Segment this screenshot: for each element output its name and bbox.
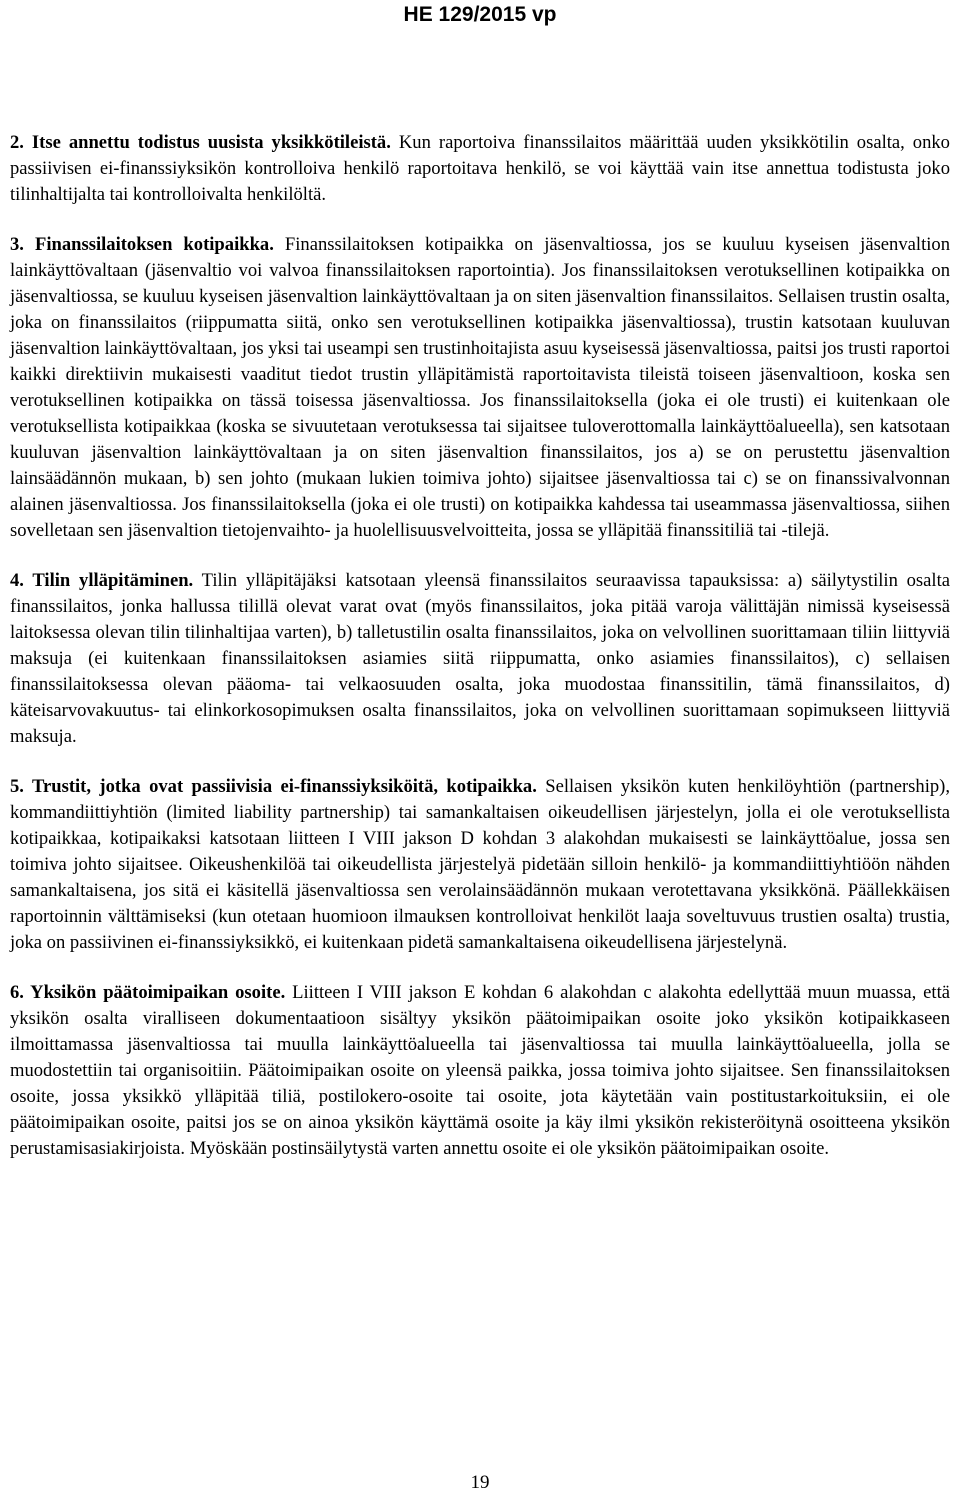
section-4-text: Tilin ylläpitäjäksi katsotaan yleensä finanssilaitos seuraavissa tapauksissa: a) säilytystilin osalta finanssilaitos, jonka hallussa tilillä olevat varat ovat (myös finanssilaitos, joka pitää varoja välittäjän nimissä kyseisessä laitoksessa olevan tilin tilinhaltijaa varten), b) talletustilin osalta finanssilaitos, joka on velvollinen suorittamaan tiliin liittyviä maksuja (ei kuitenkaan finanssilaitoksen asiamies siitä riippumatta, onko asiamies finanssilaitos), c) sellaisen finanssilaitoksessa olevan pääoma- tai velkaosuuden osalta, joka muodostaa finanssitilin, tämä finanssilaitos, d) käteisarvovakuutus- tai elinkorkosopimuksen osalta finanssilaitos, joka on velvollinen suorittamaan sopimukseen liittyviä maksuja. (10, 570, 950, 747)
section-2-heading: 2. Itse annettu todistus uusista yksikkötileistä. (10, 132, 391, 153)
section-5-text: Sellaisen yksikön kuten henkilöyhtiön (partnership), kommandiittiyhtiön (limited liability partnership) tai samankaltaisen oikeudellisen järjestelyn, jolla ei ole verotuksellista kotipaikkaa, kotipaikaksi katsotaan liitteen I VIII jakson D kohdan 3 alakohdan mukaisesti se lainkäyttöalue, jossa sen toimiva johto sijaitsee. Oikeushenkilöä tai oikeudellista järjestelyä pidetään silloin henkilö- ja kommandiittiyhtiöön nähden samankaltaisena, jos sitä ei käsitellä jäsenvaltiossa sen verolainsäädännön mukaan verotettavana yksikkönä. Päällekkäisen raportoinnin välttämiseksi (kun otetaan huomioon ilmauksen kontrolloivat henkilöt laaja soveltuvuus trustien osalta) trustia, joka on passiivinen ei-finanssiyksikkö, ei kuitenkaan pidetä samankaltaisena oikeudellisena järjestelynä. (10, 776, 950, 953)
section-5-heading: 5. Trustit, jotka ovat passiivisia ei-finanssiyksiköitä, kotipaikka. (10, 776, 537, 797)
document-header: HE 129/2015 vp (403, 3, 557, 26)
section-4-paragraph (10, 568, 950, 750)
section-2-text: Kun raportoiva finanssilaitos määrittää uuden yksikkötilin osalta, onko passiivisen ei-finanssiyksikön kontrolloiva henkilö raportoitava henkilö, se voi käyttää vain itse annettua todistusta joko tilinhaltijalta tai kontrolloivalta henkilöltä. (10, 132, 950, 205)
page-number: 19 (470, 1472, 490, 1493)
section-6-paragraph (10, 980, 950, 1162)
section-2-paragraph (10, 130, 950, 208)
section-4-heading: 4. Tilin ylläpitäminen. (10, 570, 194, 591)
section-3-heading: 3. Finanssilaitoksen kotipaikka. (10, 234, 274, 255)
document-body (10, 130, 950, 1186)
section-3-text: Finanssilaitoksen kotipaikka on jäsenvaltiossa, jos se kuuluu kyseisen jäsenvaltion lainkäyttövaltaan (jäsenvaltio voi valvoa finanssilaitoksen raportointia). Jos finanssilaitoksen verotuksellinen kotipaikka on jäsenvaltiossa, se kuuluu kyseisen jäsenvaltion lainkäyttövaltaan ja on siten jäsenvaltion finanssilaitos. Sellaisen trustin osalta, joka on finanssilaitos (riippumatta siitä, onko sen verotuksellinen kotipaikka jäsenvaltiossa), trustin katsotaan kuuluvan jäsenvaltion lainkäyttövaltaan, jos yksi tai useampi sen trustinhoitajista asuu kyseisessä jäsenvaltiossa, paitsi jos trusti raportoi kaikki direktiivin mukaisesti vaaditut tiedot trustin ylläpitämistä raportoitavista tileistä toiseen jäsenvaltioon, koska sen verotuksellinen kotipaikka on tässä toisessa jäsenvaltiossa. Jos finanssilaitoksella (joka ei ole trusti) ei kuitenkaan ole verotuksellista kotipaikkaa (koska se sivuutetaan verotuksessa tai sijaitsee tuloverottomalla lainkäyttöalueella), sen katsotaan kuuluvan jäsenvaltion lainkäyttövaltaan ja on siten jäsenvaltion finanssilaitos, jos a) se on perustettu jäsenvaltion lainsäädännön mukaan, b) sen johto (mukaan lukien toimiva johto) sijaitsee jäsenvaltiossa tai c) se on finanssivalvonnan alainen jäsenvaltiossa. Jos finanssilaitoksella (joka ei ole trusti) on kotipaikka kahdessa tai useammassa jäsenvaltiossa, siihen sovelletaan sen jäsenvaltion tietojenvaihto- ja huolellisuusvelvoitteita, jossa se ylläpitää finanssitiliä tai -tilejä. (10, 234, 950, 541)
section-6-heading: 6. Yksikön päätoimipaikan osoite. (10, 982, 286, 1003)
section-6-text: Liitteen I VIII jakson E kohdan 6 alakohdan c alakohta edellyttää muun muassa, että yksikön osalta viralliseen dokumentaatioon sisältyy yksikön päätoimipaikan osoite joko yksikön kotipaikkaseen ilmoittamassa jäsenvaltiossa tai muulla lainkäyttöalueella tai jäsenvaltiossa tai muulla lainkäyttöalueella, jolla se muodostettiin tai organisoitiin. Päätoimipaikan osoite on yleensä paikka, jossa toimiva johto sijaitsee. Sen finanssilaitoksen osoite, jossa yksikkö ylläpitää tiliä, postilokero-osoite tai osoite, jota käytetään vain postitustarkoituksiin, ei ole päätoimipaikan osoite, paitsi jos se on ainoa yksikön käyttämä osoite ja käy ilmi yksikön rekisteröitynä osoitteena yksikön perustamisasiakirjoista. Myöskään postinsäilytystä varten annettu osoite ei ole yksikön päätoimipaikan osoite. (10, 982, 950, 1159)
section-5-paragraph (10, 774, 950, 956)
section-3-paragraph (10, 232, 950, 544)
